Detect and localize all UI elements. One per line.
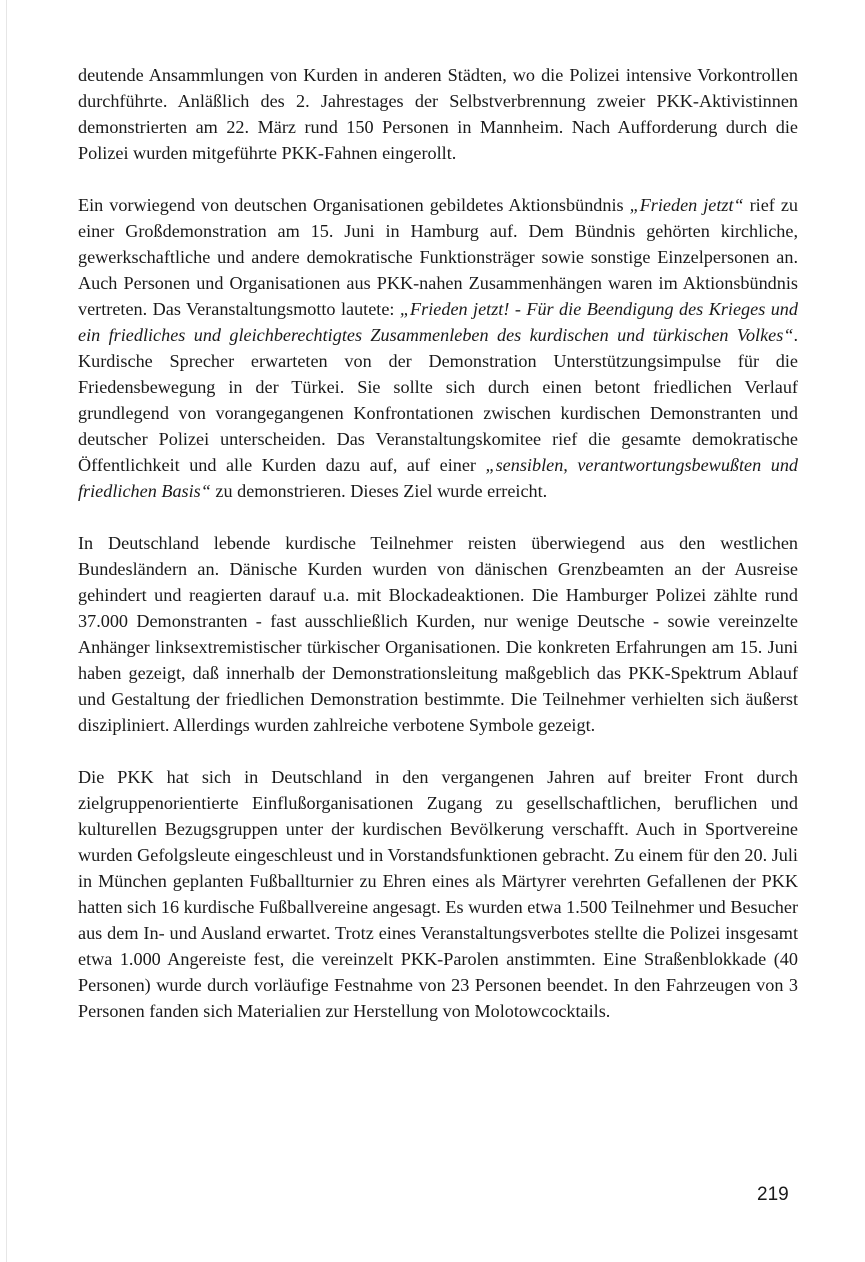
document-body <box>78 62 798 1024</box>
paragraph-1-text: deutende Ansammlungen von Kurden in anderen Städten, wo die Polizei intensive Vorkontrollen durchführte. Anläßlich des 2. Jahrestages der Selbstverbrennung zweier PKK-Aktivistinnen demonstrierten am 22. März rund 150 Personen in Mannheim. Nach Aufforderung durch die Polizei wurden mitgeführte PKK-Fahnen eingerollt. <box>78 65 798 163</box>
paragraph-2-text-b: rief zu einer Großdemonstration am 15. Juni in Hamburg auf. Dem Bündnis gehörten kirchliche, gewerkschaftliche und andere demokratische Funktionsträger sowie sonstige Einzelpersonen an. Auch Personen und Organisationen aus PKK-nahen Zusammenhängen waren im Aktionsbündnis vertreten. Das Veranstaltungsmotto lautete: <box>78 195 798 319</box>
paragraph-2-text-a: Ein vorwiegend von deutschen Organisationen gebildetes Aktionsbündnis <box>78 195 630 215</box>
paragraph-1 <box>78 62 798 166</box>
page-number: 219 <box>757 1184 789 1205</box>
paragraph-4-text: Die PKK hat sich in Deutschland in den vergangenen Jahren auf breiter Front durch zielgruppenorientierte Einflußorganisationen Zugang zu gesellschaftlichen, beruflichen und kulturellen Bezugsgruppen unter der kurdischen Bevölkerung verschafft. Auch in Sportvereine wurden Gefolgsleute eingeschleust und in Vorstandsfunktionen gebracht. Zu einem für den 20. Juli in München geplanten Fußballturnier zu Ehren eines als Märtyrer verehrten Gefallenen der PKK hatten sich 16 kurdische Fußballvereine angesagt. Es wurden etwa 1.500 Teilnehmer und Besucher aus dem In- und Ausland erwartet. Trotz eines Veranstaltungsverbotes stellte die Polizei insgesamt etwa 1.000 Angereiste fest, die vereinzelt PKK-Parolen anstimmten. Eine Straßenblokkade (40 Personen) wurde durch vorläufige Festnahme von 23 Personen beendet. In den Fahrzeugen von 3 Personen fanden sich Materialien zur Herstellung von Molotowcocktails. <box>78 767 798 1021</box>
paragraph-4 <box>78 764 798 1024</box>
quote-basis: „sensiblen, verantwortungsbewußten und friedlichen Basis“ <box>78 455 799 501</box>
paragraph-2 <box>78 192 798 504</box>
paragraph-2-text-d: zu demonstrieren. Dieses Ziel wurde erreicht. <box>210 481 548 501</box>
quote-frieden-jetzt: „Frieden jetzt“ <box>629 195 744 215</box>
paragraph-3-text: In Deutschland lebende kurdische Teilnehmer reisten überwiegend aus den westlichen Bundesländern an. Dänische Kurden wurden von dänischen Grenzbeamten an der Ausreise gehindert und reagierten darauf u.a. mit Blockadeaktionen. Die Hamburger Polizei zählte rund 37.000 Demonstranten - fast ausschließlich Kurden, nur wenige Deutsche - sowie vereinzelte Anhänger linksextremistischer türkischer Organisationen. Die konkreten Erfahrungen am 15. Juni haben gezeigt, daß innerhalb der Demonstrationsleitung maßgeblich das PKK-Spektrum Ablauf und Gestaltung der friedlichen Demonstration bestimmte. Die Teilnehmer verhielten sich äußerst diszipliniert. Allerdings wurden zahlreiche verbotene Symbole gezeigt. <box>78 533 798 735</box>
paragraph-3 <box>78 530 798 738</box>
paragraph-2-text-c: . Kurdische Sprecher erwarteten von der Demonstration Unterstützungsimpulse für die Friedensbewegung in der Türkei. Sie sollte sich durch einen betont friedlichen Verlauf grundlegend von vorangegangenen Konfrontationen zwischen kurdischen Demonstranten und deutscher Polizei unterscheiden. Das Veranstaltungskomitee rief die gesamte demokratische Öffentlichkeit und alle Kurden dazu auf, auf einer <box>78 325 798 475</box>
quote-motto: „Frieden jetzt! - Für die Beendigung des Krieges und ein friedliches und gleichberechtigtes Zusammenleben des kurdischen und türkischen Volkes“ <box>78 299 798 345</box>
page-edge-line <box>6 0 7 1262</box>
